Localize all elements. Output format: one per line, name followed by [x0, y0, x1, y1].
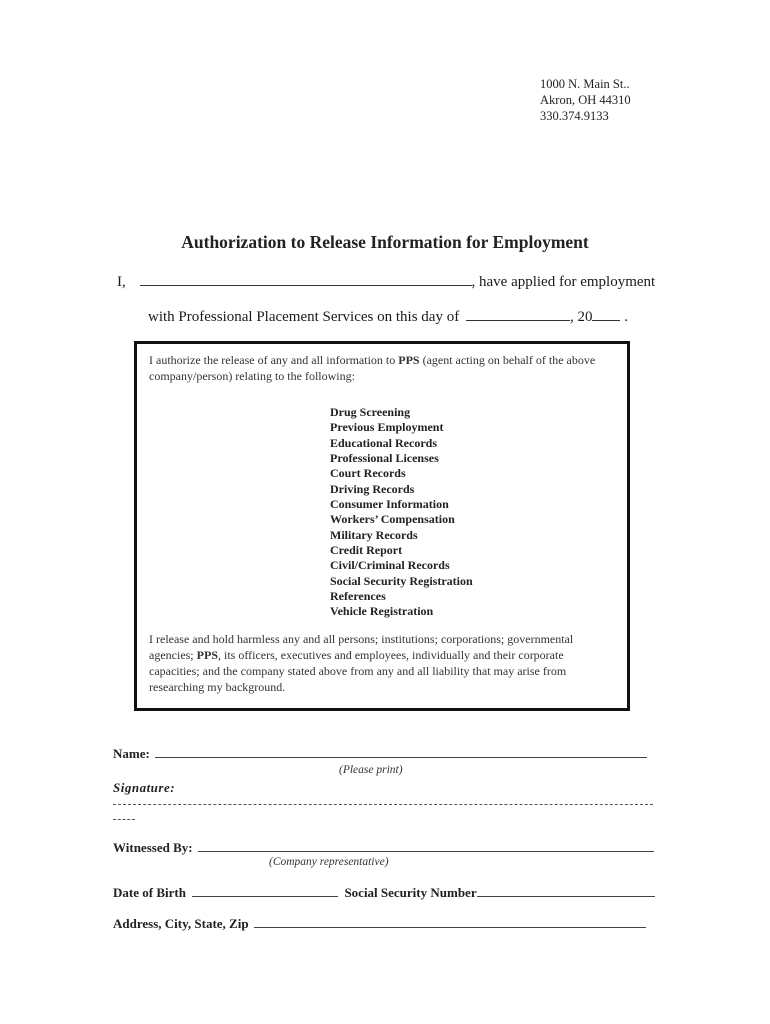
- address-blank[interactable]: [254, 926, 646, 928]
- document-title: Authorization to Release Information for Employment: [181, 232, 589, 252]
- applicant-prefix: I,: [117, 274, 126, 290]
- authorization-box: [134, 341, 630, 711]
- list-item: Professional Licenses: [330, 451, 439, 466]
- list-item: Workers’ Compensation: [330, 512, 455, 527]
- release-paragraph: [149, 631, 617, 695]
- applicant-line: [117, 274, 657, 291]
- address-field: [113, 916, 646, 932]
- authorization-intro: [149, 352, 617, 384]
- list-item: References: [330, 589, 386, 604]
- name-field: [113, 746, 647, 762]
- list-item: Driving Records: [330, 481, 415, 496]
- list-item: Educational Records: [330, 435, 438, 450]
- list-item: Consumer Information: [330, 497, 449, 512]
- records-list: [330, 405, 617, 620]
- list-item: Credit Report: [330, 543, 403, 558]
- applicant-suffix: , have applied for employment: [471, 274, 656, 290]
- name-label: Name:: [113, 746, 150, 761]
- signature-line-end: [113, 818, 135, 820]
- list-item: Drug Screening: [330, 405, 411, 419]
- intro-text-end: (agent acting on behalf of the above company/person) relating to the following:: [149, 353, 596, 383]
- date-line-end: .: [624, 309, 628, 325]
- name-hint: (Please print): [339, 764, 403, 776]
- name-blank[interactable]: [155, 756, 647, 758]
- witness-label: Witnessed By:: [113, 840, 193, 855]
- signature-label: Signature:: [113, 780, 176, 795]
- ssn-label: Social Security Number: [344, 885, 477, 900]
- dob-label: Date of Birth: [113, 885, 186, 900]
- day-blank[interactable]: [466, 319, 570, 321]
- list-item: Vehicle Registration: [330, 604, 434, 619]
- address-street: 1000 N. Main St..: [540, 77, 630, 91]
- release-pps: PPS: [196, 647, 218, 662]
- list-item: Military Records: [330, 527, 418, 542]
- date-line-prefix: with Professional Placement Services on this day of: [148, 309, 460, 325]
- list-item: Previous Employment: [330, 420, 444, 435]
- company-address: [540, 76, 631, 124]
- address-city: Akron, OH 44310: [540, 93, 631, 107]
- release-text-end: , its officers, executives and employees, individually and their corporate capacities; and the company stated above from any and all liability that may arise from researching my background.: [149, 647, 567, 694]
- witness-blank[interactable]: [198, 850, 654, 852]
- intro-text: I authorize the release of any and all information to: [149, 353, 399, 367]
- applicant-name-blank[interactable]: [140, 284, 472, 286]
- witness-hint: (Company representative): [269, 856, 389, 868]
- address-label: Address, City, State, Zip: [113, 916, 249, 931]
- list-item: Social Security Registration: [330, 573, 473, 588]
- list-item: Civil/Criminal Records: [330, 558, 450, 573]
- witness-field: [113, 840, 654, 856]
- release-text: I release and hold harmless any and all persons; institutions; corporations; governmental agencies;: [149, 631, 574, 662]
- signature-line[interactable]: [113, 803, 653, 805]
- ssn-blank[interactable]: [477, 895, 655, 897]
- dob-ssn-field: [113, 885, 655, 901]
- year-prefix: , 20: [569, 309, 593, 325]
- dob-blank[interactable]: [192, 895, 338, 897]
- year-blank[interactable]: [592, 319, 620, 321]
- intro-pps: PPS: [398, 353, 420, 367]
- address-phone: 330.374.9133: [540, 109, 609, 123]
- date-line: [148, 309, 628, 326]
- list-item: Court Records: [330, 466, 406, 481]
